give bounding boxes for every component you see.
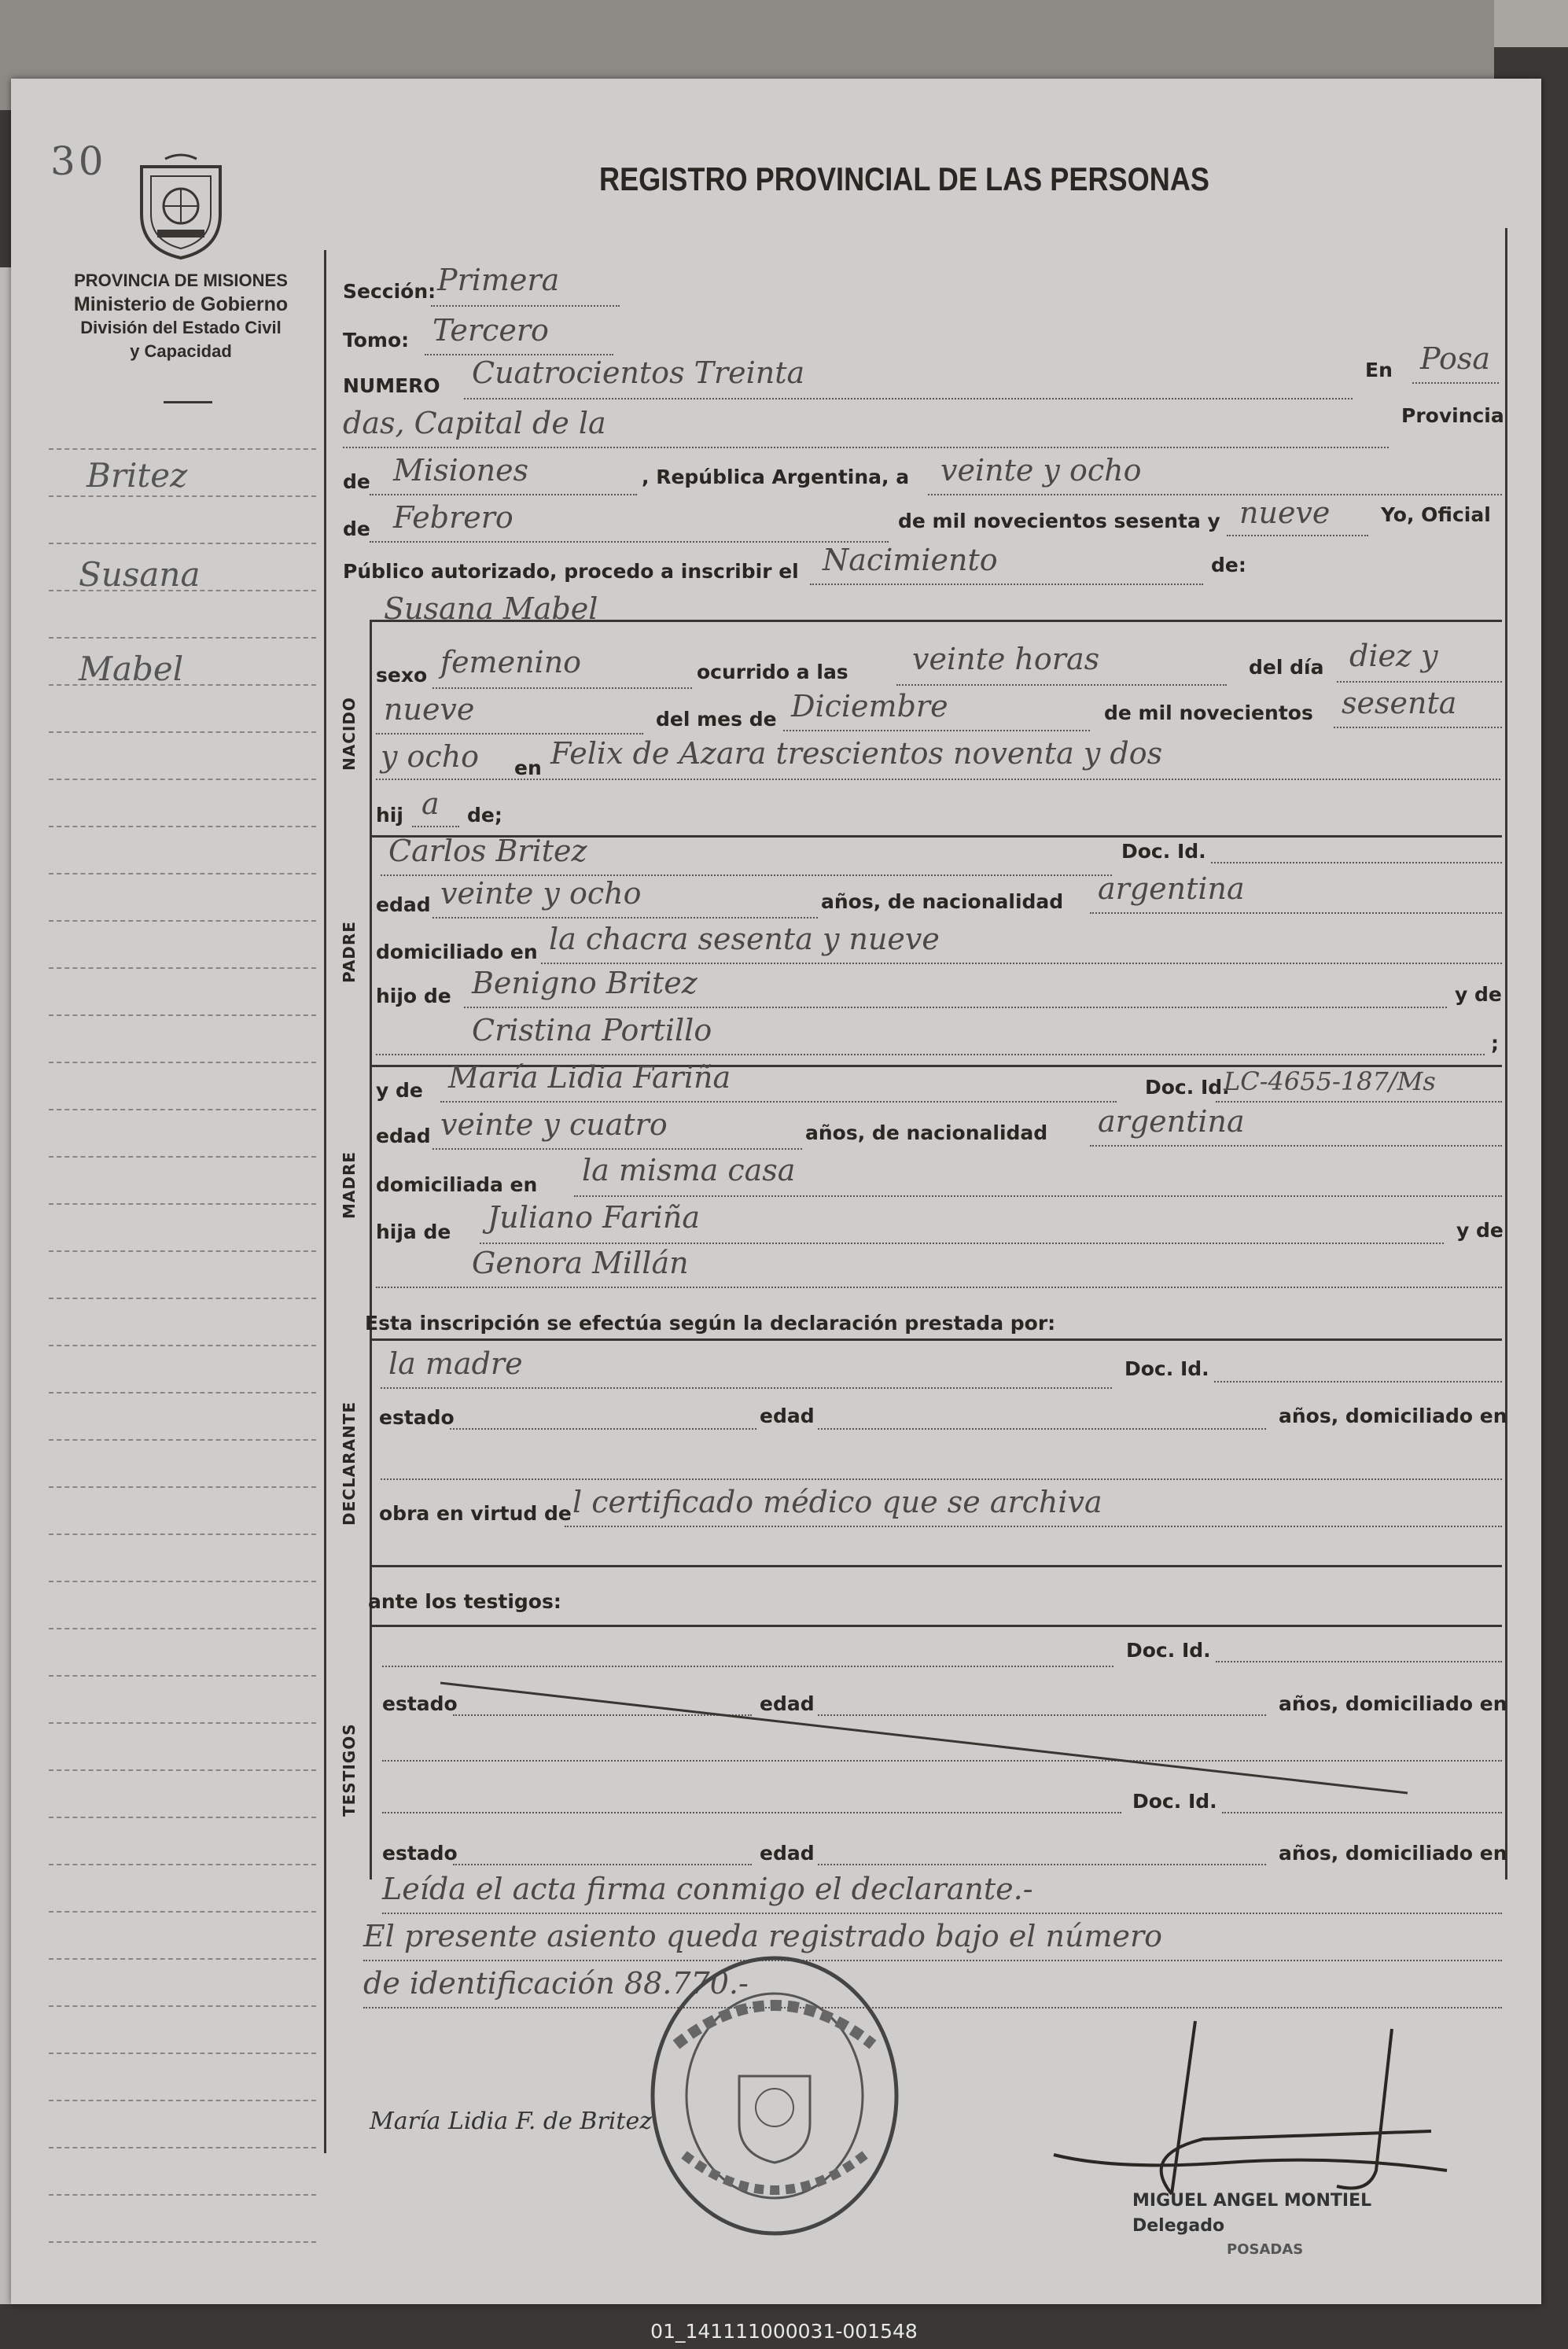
- testigo1-anos-label: años, domiciliado en: [1279, 1692, 1507, 1715]
- ante-testigos-label: ante los testigos:: [368, 1590, 561, 1613]
- declarante-section-label: DECLARANTE: [340, 1401, 359, 1526]
- de2-label: de: [343, 517, 370, 540]
- province-name: PROVINCIA DE MISIONES: [74, 271, 288, 290]
- testigo1-edad-label: edad: [760, 1692, 815, 1715]
- ocurrido-label: ocurrido a las: [697, 661, 848, 683]
- tomo-label: Tomo:: [343, 329, 410, 352]
- padre-dom-label: domiciliado en: [376, 941, 538, 963]
- provincia-value: Misiones: [393, 453, 529, 488]
- mil-nov-label: de mil novecientos: [1104, 701, 1313, 724]
- margin-middle-name: Mabel: [79, 650, 184, 688]
- ministry-name: Ministerio de Gobierno: [73, 293, 289, 315]
- margin-first-name: Susana: [79, 555, 201, 594]
- en-label: En: [1365, 359, 1393, 381]
- yo-oficial-label: Yo, Oficial: [1381, 503, 1491, 526]
- nacido-nombre: Susana Mabel: [384, 591, 598, 626]
- padre-hijo-label: hijo de: [376, 985, 451, 1007]
- hij-label: hij: [376, 804, 403, 827]
- closing-line-2: El presente asiento queda registrado bajo el número: [363, 1919, 1163, 1953]
- scan-identifier: 01_141111000031-001548: [650, 2320, 918, 2343]
- declarante-nombre: la madre: [388, 1346, 523, 1381]
- dia-value: diez y: [1349, 639, 1438, 673]
- padre-semicolon: ;: [1491, 1032, 1499, 1055]
- provincia-label: Provincia: [1401, 404, 1504, 427]
- republica-label: , República Argentina, a: [642, 466, 910, 488]
- madre-nac-label: años, de nacionalidad: [805, 1121, 1048, 1144]
- declarante-estado-label: estado: [379, 1406, 455, 1429]
- hora-value: veinte horas: [912, 642, 1100, 676]
- madre-y-de-label: y de: [376, 1079, 423, 1102]
- hij-suffix: a: [421, 786, 440, 821]
- declarante-edad-label: edad: [760, 1405, 815, 1427]
- publico-label: Público autorizado, procedo a inscribir el: [343, 560, 799, 583]
- madre-nombre: María Lidia Fariña: [448, 1060, 731, 1095]
- padre-dom: la chacra sesenta y nueve: [549, 922, 940, 956]
- seccion-label: Sección:: [343, 280, 436, 303]
- de-semicolon-label: de;: [467, 804, 502, 827]
- madre-edad: veinte y cuatro: [440, 1107, 668, 1142]
- page-number: 30: [50, 138, 107, 184]
- officer-name: MIGUEL ANGEL MONTIEL: [1132, 2191, 1372, 2211]
- testigo1-doc-label: Doc. Id.: [1126, 1639, 1211, 1662]
- officer-location: POSADAS: [1227, 2241, 1304, 2258]
- fecha-mes: Febrero: [393, 500, 513, 535]
- declarante-doc-label: Doc. Id.: [1124, 1357, 1209, 1380]
- madre-hija-label: hija de: [376, 1221, 451, 1243]
- madre-y-de: Genora Millán: [472, 1246, 689, 1280]
- testigos-cancel-stroke: [440, 1675, 1415, 1801]
- officer-title: Delegado: [1132, 2216, 1225, 2236]
- en-value: Posa: [1420, 341, 1491, 376]
- madre-edad-label: edad: [376, 1125, 431, 1147]
- lugar-value: Felix de Azara trescientos noventa y dos: [550, 736, 1163, 771]
- testigo2-doc-label: Doc. Id.: [1132, 1790, 1217, 1813]
- sesenta-label: de mil novecientos sesenta y: [898, 510, 1220, 532]
- madre-y-de2-label: y de: [1456, 1219, 1504, 1242]
- del-dia-label: del día: [1249, 656, 1324, 679]
- capacity-name: y Capacidad: [130, 341, 232, 361]
- sexo-label: sexo: [376, 664, 428, 687]
- madre-hija-de: Juliano Fariña: [488, 1200, 700, 1235]
- inscripcion-label: Esta inscripción se efectúa según la declaración prestada por:: [365, 1312, 1056, 1335]
- fecha-anio: nueve: [1239, 495, 1331, 530]
- padre-edad: veinte y ocho: [440, 876, 642, 911]
- padre-nac-label: años, de nacionalidad: [821, 890, 1064, 913]
- numero-value: Cuatrocientos Treinta: [472, 355, 805, 390]
- testigos-section-label: TESTIGOS: [340, 1723, 359, 1817]
- registry-stamp-icon: [645, 1950, 904, 2241]
- padre-nombre: Carlos Britez: [388, 834, 587, 868]
- form-left-rule: [324, 250, 326, 2153]
- dia-cont: nueve: [384, 692, 475, 727]
- en2-label: en: [514, 757, 542, 779]
- de-label: de: [343, 470, 370, 493]
- closing-line-3: de identificación 88.770.-: [363, 1966, 749, 2001]
- margin-surname: Britez: [86, 456, 188, 495]
- obra-label: obra en virtud de: [379, 1502, 572, 1525]
- form-right-rule: [1505, 228, 1507, 1880]
- seccion-value: Primera: [437, 263, 560, 297]
- fecha-dia: veinte y ocho: [940, 453, 1142, 488]
- tomo-value: Tercero: [432, 313, 549, 348]
- officer-signature-icon: [1022, 2013, 1463, 2218]
- section-rule-inner: [370, 621, 372, 1880]
- padre-hijo-de: Benigno Britez: [472, 966, 698, 1000]
- obra-value: l certificado médico que se archiva: [572, 1485, 1102, 1519]
- madre-nac: argentina: [1098, 1104, 1245, 1139]
- madre-dom: la misma casa: [582, 1153, 796, 1187]
- de-colon-label: de:: [1211, 554, 1246, 576]
- authority-rule: [164, 401, 212, 403]
- madre-doc-label: Doc. Id.: [1145, 1076, 1230, 1099]
- nacido-section-label: NACIDO: [340, 697, 359, 771]
- acto-value: Nacimiento: [823, 543, 998, 577]
- issuing-authority: [31, 269, 330, 363]
- numero-cont: das, Capital de la: [343, 406, 606, 440]
- padre-y-de-label: y de: [1455, 983, 1502, 1006]
- closing-line-1: Leída el acta firma conmigo el declarante.-: [382, 1872, 1033, 1906]
- testigo2-edad-label: edad: [760, 1842, 815, 1865]
- division-name: División del Estado Civil: [80, 318, 282, 337]
- padre-section-label: PADRE: [340, 921, 359, 983]
- padre-doc-label: Doc. Id.: [1121, 840, 1206, 863]
- mes-value: Diciembre: [791, 689, 948, 723]
- provincial-seal-icon: [134, 151, 228, 261]
- testigo2-estado-label: estado: [382, 1842, 458, 1865]
- testigo1-estado-label: estado: [382, 1692, 458, 1715]
- padre-y-de: Cristina Portillo: [472, 1013, 712, 1047]
- declarante-anos-label: años, domiciliado en: [1279, 1405, 1507, 1427]
- madre-section-label: MADRE: [340, 1151, 359, 1219]
- padre-edad-label: edad: [376, 893, 431, 916]
- declarant-signature: María Lidia F. de Britez: [370, 2108, 653, 2135]
- anio-cont: y ocho: [381, 739, 480, 774]
- document-title: REGISTRO PROVINCIAL DE LAS PERSONAS: [598, 160, 1210, 197]
- madre-doc: LC-4655-187/Ms: [1224, 1066, 1436, 1096]
- madre-dom-label: domiciliada en: [376, 1173, 538, 1196]
- padre-nac: argentina: [1098, 871, 1245, 906]
- sexo-value: femenino: [440, 645, 582, 679]
- anio-value: sesenta: [1342, 686, 1457, 720]
- numero-label: NUMERO: [343, 374, 440, 397]
- testigo2-anos-label: años, domiciliado en: [1279, 1842, 1507, 1865]
- del-mes-label: del mes de: [656, 708, 777, 731]
